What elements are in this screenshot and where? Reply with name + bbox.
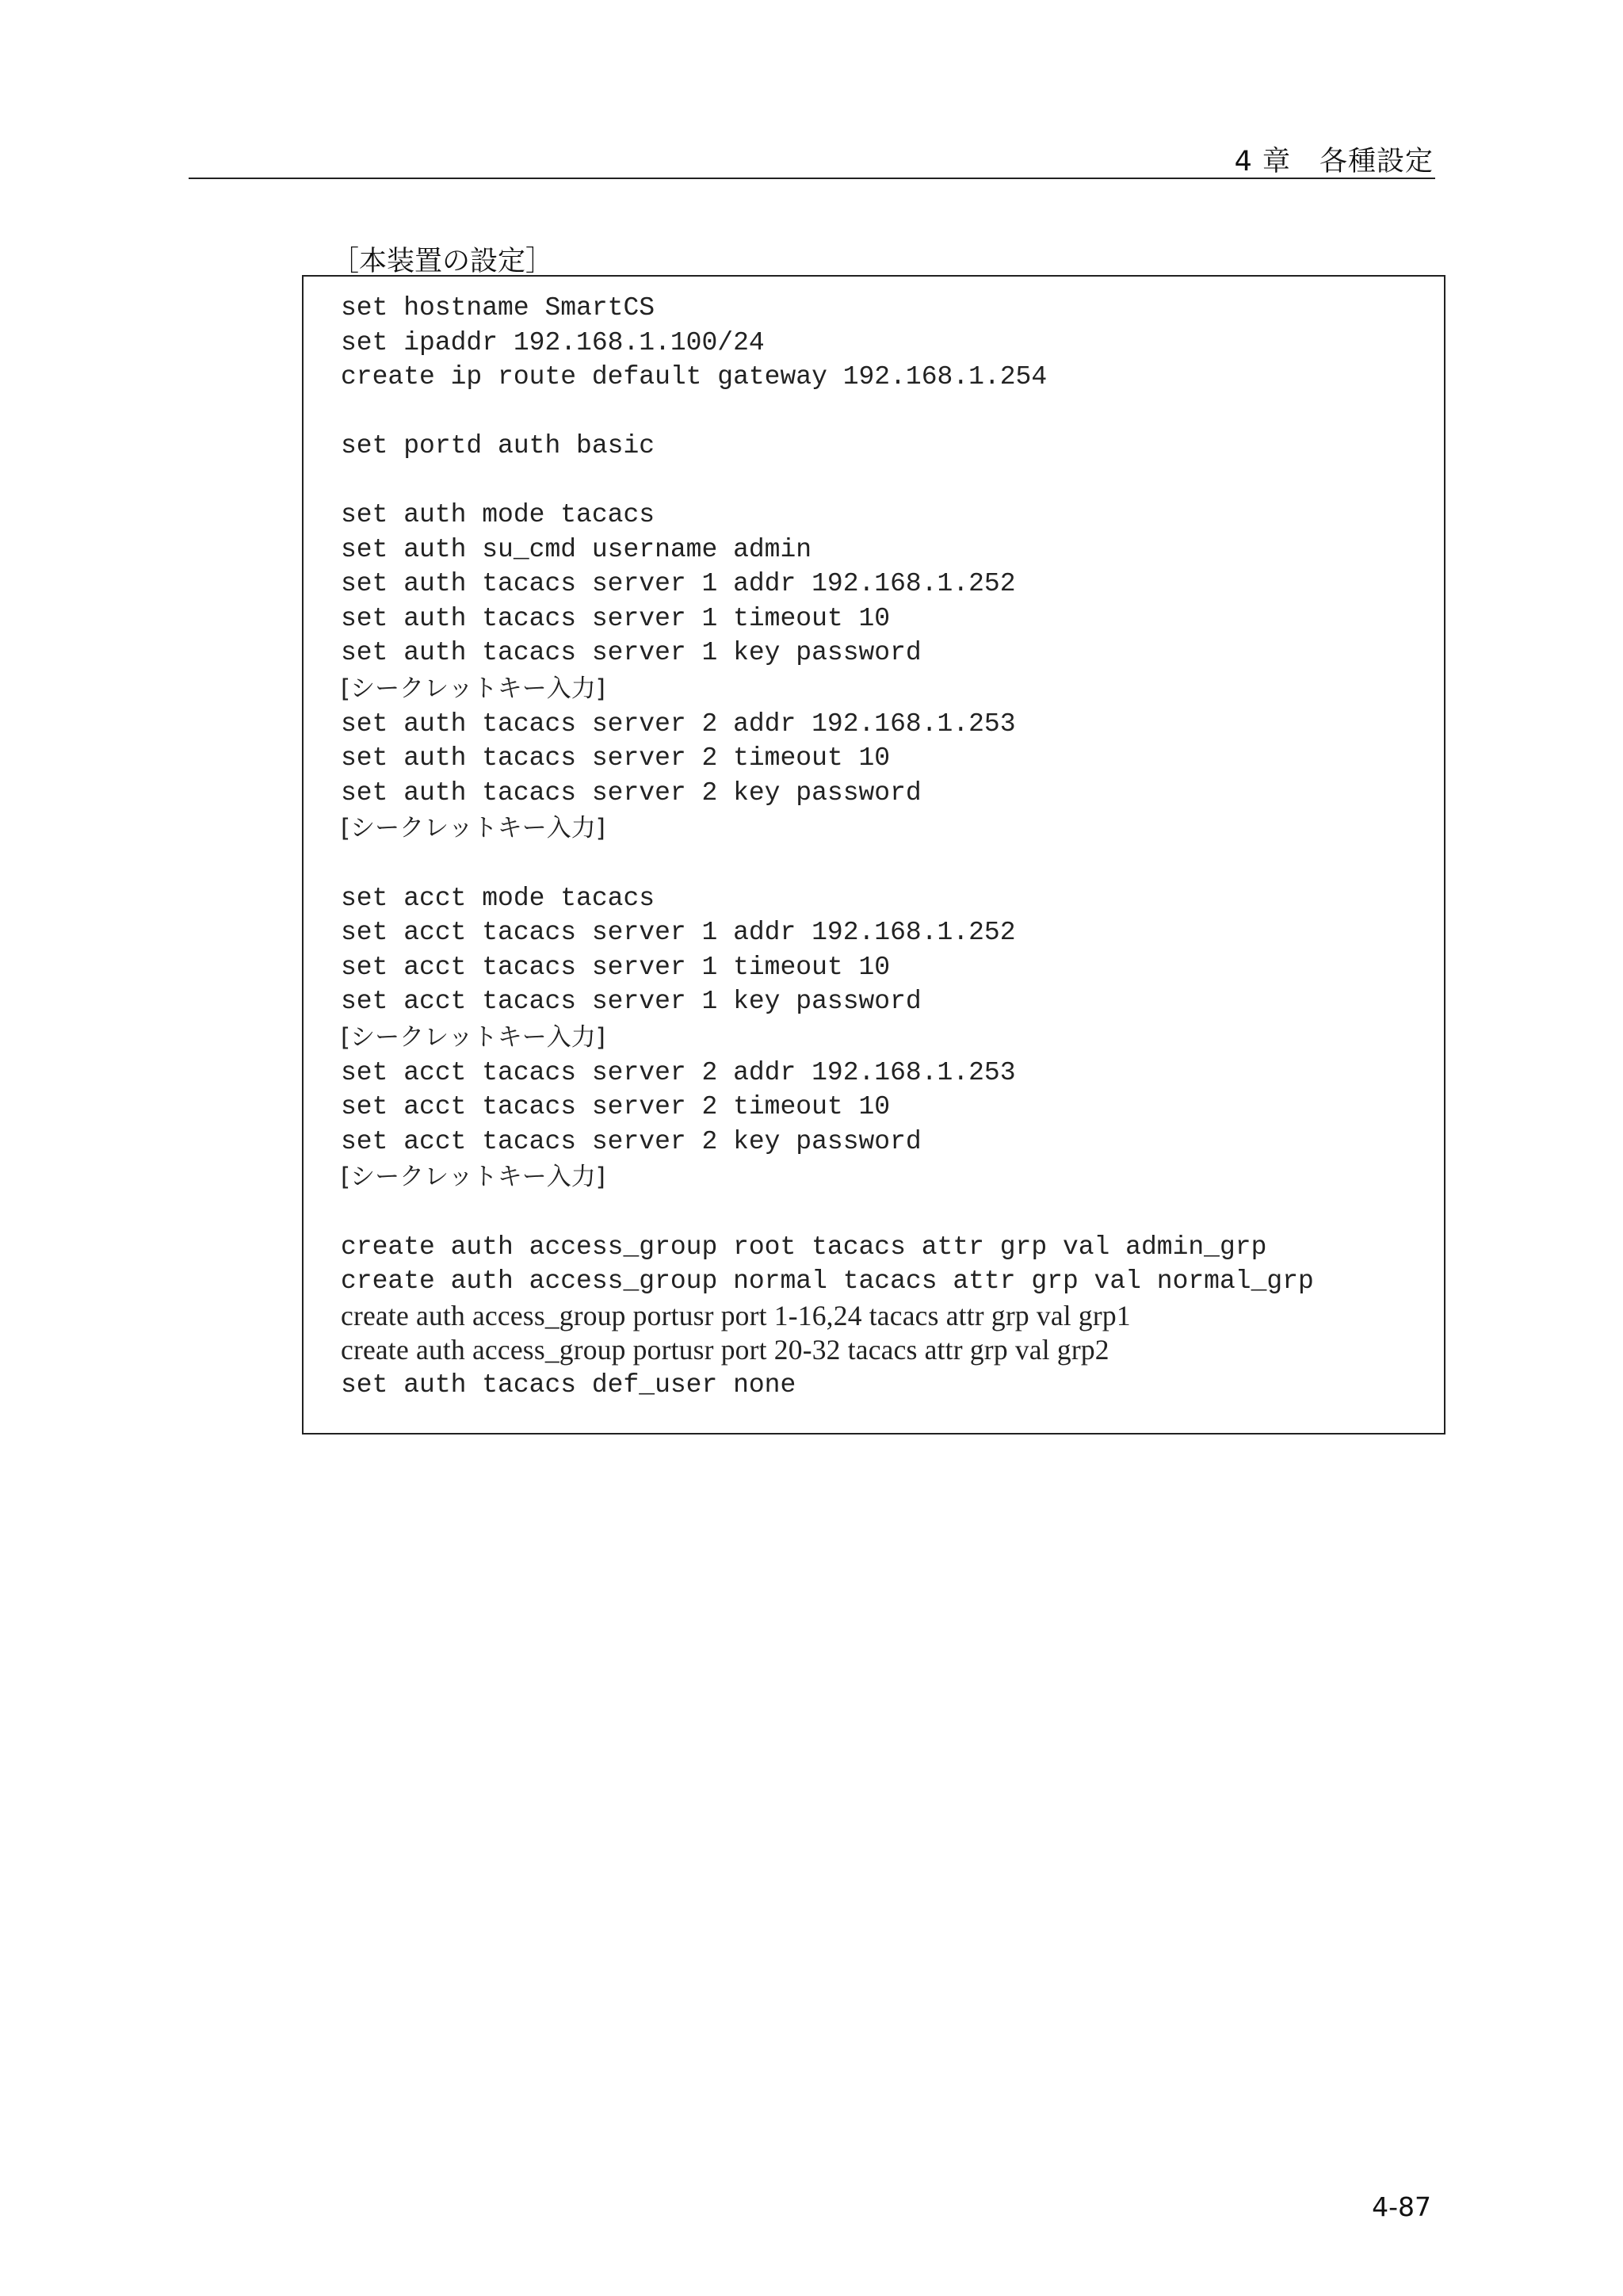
secret-key-input-note: [シークレットキー入力] bbox=[341, 1163, 605, 1191]
code-line: set acct tacacs server 2 timeout 10 bbox=[341, 1092, 891, 1121]
code-line: set auth tacacs server 1 addr 192.168.1.252 bbox=[341, 569, 1016, 598]
blank-line bbox=[341, 846, 1436, 881]
code-line: set auth tacacs server 1 key password bbox=[341, 638, 922, 667]
code-line: set acct tacacs server 2 addr 192.168.1.253 bbox=[341, 1057, 1016, 1087]
page-number: 4-87 bbox=[1372, 2191, 1431, 2222]
config-code-box bbox=[302, 275, 1445, 1435]
code-lines bbox=[341, 291, 1436, 1402]
code-line: set acct mode tacacs bbox=[341, 883, 655, 913]
code-line: set auth mode tacacs bbox=[341, 500, 655, 529]
chapter-header: 4 章 各種設定 bbox=[1234, 146, 1434, 178]
header-divider bbox=[189, 178, 1435, 179]
code-line: set auth tacacs server 1 timeout 10 bbox=[341, 603, 891, 633]
code-line: set auth tacacs server 2 timeout 10 bbox=[341, 743, 891, 773]
code-line: create auth access_group portusr port 20-32 tacacs attr grp val grp2 bbox=[341, 1334, 1109, 1366]
secret-key-input-note: [シークレットキー入力] bbox=[341, 814, 605, 842]
code-line: set acct tacacs server 1 timeout 10 bbox=[341, 952, 891, 982]
blank-line bbox=[341, 1195, 1436, 1230]
code-line: set acct tacacs server 1 key password bbox=[341, 987, 922, 1016]
code-line: create auth access_group normal tacacs attr grp val normal_grp bbox=[341, 1266, 1314, 1296]
code-line: set portd auth basic bbox=[341, 431, 655, 460]
code-line: set auth tacacs def_user none bbox=[341, 1370, 796, 1400]
blank-line bbox=[341, 395, 1436, 430]
code-line: set hostname SmartCS bbox=[341, 293, 655, 323]
code-line: create ip route default gateway 192.168.1.254 bbox=[341, 362, 1048, 392]
code-line: create auth access_group portusr port 1-16,24 tacacs attr grp val grp1 bbox=[341, 1299, 1131, 1331]
code-line: create auth access_group root tacacs attr grp val admin_grp bbox=[341, 1232, 1267, 1262]
secret-key-input-note: [シークレットキー入力] bbox=[341, 674, 605, 703]
secret-key-input-note: [シークレットキー入力] bbox=[341, 1022, 605, 1052]
code-line: set acct tacacs server 2 key password bbox=[341, 1126, 922, 1156]
section-title: ［本装置の設定］ bbox=[331, 246, 554, 277]
code-line: set ipaddr 192.168.1.100/24 bbox=[341, 327, 765, 357]
code-line: set auth tacacs server 2 addr 192.168.1.253 bbox=[341, 709, 1016, 739]
blank-line bbox=[341, 464, 1436, 499]
code-line: set auth tacacs server 2 key password bbox=[341, 777, 922, 808]
code-line: set acct tacacs server 1 addr 192.168.1.252 bbox=[341, 918, 1016, 947]
code-line: set auth su_cmd username admin bbox=[341, 534, 812, 564]
